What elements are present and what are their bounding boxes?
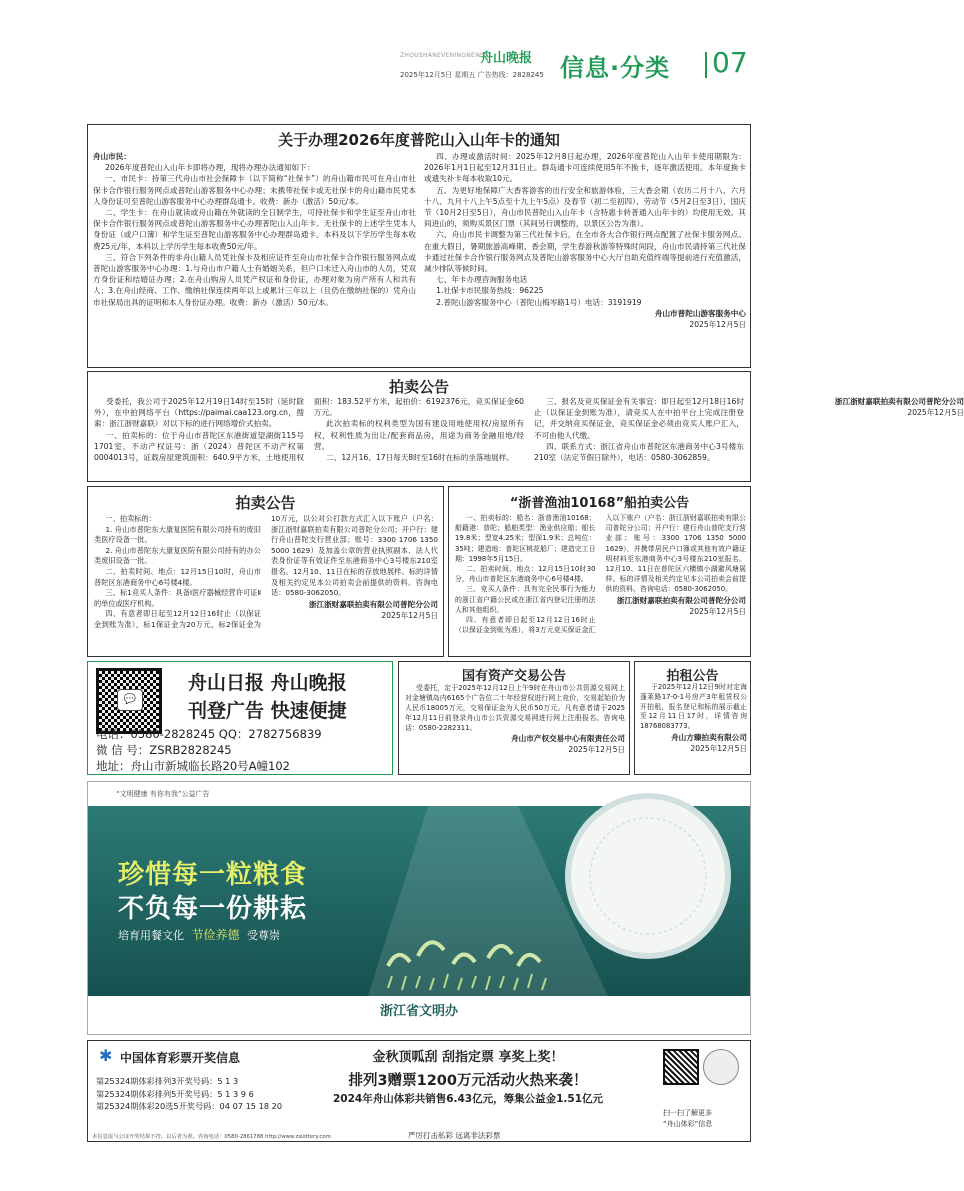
notice-contact-title: 七、年卡办理咨询服务电话 [436, 275, 528, 285]
lottery-scan-text2: “舟山体彩”信息 [663, 1120, 713, 1128]
notice-right-column [424, 151, 746, 330]
lottery-box [87, 1040, 751, 1142]
ship-sign-date: 2025年12月5日 [689, 606, 746, 616]
ad-line1: 舟山日报 舟山晚报 [188, 672, 347, 694]
ad-phone: 电话：0580-2828245 QQ：2782756839 [96, 727, 322, 741]
notice-signer: 舟山市普陀山游客服务中心 [654, 308, 746, 318]
psa-box [87, 781, 751, 1035]
asset-box [398, 661, 630, 775]
lottery-footer-center: 严厉打击私彩 远离非法彩票 [408, 1131, 501, 1140]
notice-paragraph: 四、办理或激活时间：2025年12月8日起办理，2026年度普陀山入山年卡使用期限为：2026年1月1日起至12月31日止。群岛通卡可连续使用5年不换卡，逐年激活使用。本年度换卡或遗失补卡每本收取10元。 [424, 152, 746, 184]
auction1-body [94, 396, 964, 474]
notice-paragraph: 五、为更好地保障广大香客游客的出行安全和旅游体验，三大香会期（农历二月十八、六月十八、九月十八上午5点至十九上午5点）及春节（初二至初四）、劳动节（5月2日至3日）、国庆节（10月2日至5日），舟山市民普陀山入山年卡（含特惠卡转普通入山年卡的）均使用无效。其间进山的，须购买景区门票（其间另行调整的，以景区公告为准）。 [424, 185, 746, 229]
rent-body [640, 683, 747, 754]
ship-auction-box [448, 486, 751, 657]
lottery-scan-text1: 扫一扫了解更多 [663, 1109, 712, 1117]
lottery-result: 第25324期体彩排列3开奖号码：5 1 3 [96, 1076, 239, 1086]
notice-contact: 2.普陀山游客服务中心（普陀山梅岑路1号）电话：3191919 [436, 297, 642, 307]
ship-paragraph: 三、竞买人条件：具有完全民事行为能力的浙江省户籍公民或在浙江省内登记注册的法人和其他组织。 [455, 585, 596, 614]
lottery-qr-icon [663, 1049, 699, 1085]
asset-sign-date: 2025年12月5日 [568, 745, 625, 754]
psa-slogan-c: 受尊崇 [247, 929, 281, 942]
lottery-slogan3: 2024年舟山体彩共销售6.43亿元，筹集公益金1.51亿元 [332, 1093, 604, 1105]
auction1-signer: 浙江浙财嘉联拍卖有限公司普陀分公司 [834, 397, 964, 406]
ad-hotline: 广告热线：2828245 [477, 71, 544, 79]
asset-signer: 舟山市产权交易中心有限责任公司 [511, 734, 625, 743]
psa-header: “文明健康 有你有我”公益广告 [116, 790, 210, 798]
asset-body [405, 683, 625, 755]
auction1-paragraph: 此次拍卖标的权利类型为国有建设用地使用权/房屋所有权，权利性质为出让/配套商品房，用途为商务金融用地/经营。 [314, 419, 524, 451]
newspaper-ad [87, 661, 393, 775]
auction1-paragraph: 二、12月16、17日每天8时至16时在标的坐落地展样。 [326, 453, 514, 463]
masthead [400, 46, 780, 86]
notice-sign-date: 2025年12月5日 [689, 319, 746, 329]
auction2-body [94, 514, 438, 654]
notice-paragraph: 三、符合下列条件的非舟山籍人员凭社保卡及相应证件至舟山市社保卡合作银行服务网点或普陀山游客服务中心办理：1.与舟山市户籍人士有婚姻关系，但户口未迁入舟山市的人员，凭双方身份证和结婚证办理；2.在舟山购房人员凭产权证和身份证，办理对象为房产所有人和共有人；3.在舟山经商、工作、缴纳社保连续两年以上或累计三年以上（且仍在缴纳社保的）凭舟山市社保局出具的证明和本人身份证办理。收费：新办（激活）50元/本。 [93, 252, 416, 307]
lottery-results [96, 1075, 282, 1113]
lottery-badge-icon [703, 1049, 739, 1085]
masthead-date [400, 70, 544, 80]
notice-paragraph: 六、舟山市民卡调整为第三代社保卡后，在全市各大合作银行网点配置了社保卡服务网点。在重大假日，暑期旅游高峰期、香会期，学生春游秋游等特殊时间段，舟山市民请持第三代社保卡通过社保卡合作银行服务网点及普陀山游客服务中心大厅自助充值终端等提前进行充值激活，减少排队等候时间。 [424, 230, 746, 274]
psa-line1: 珍惜每一粒粮食 [118, 860, 308, 890]
auction2-paragraph: 四、有意者即日起至12月12日16时止（以保证金到账为准），标1保证金为20万元，标2保证金为10万元，以公对公打款方式汇入以下账户（户名：浙江浙财嘉联拍卖有限公司普陀分公司；开户行：建行舟山普陀支行营业部；账号：3300 1706 1350 5000 1629）及加盖公章的营业执照副本、法人代表身份证等有效证件至东港商务中心3号楼东210室报名。12月10、11日在标的存放地展样。标的详情及相关约定见本公司拍卖会前提供的资料。咨询电话：0580-3062050。 [94, 514, 438, 629]
notice-paragraph: 二、学生卡：在舟山就读或舟山籍在外就读的全日制学生，可持社保卡和学生证至舟山市社保卡合作银行服务网点或普陀山游客服务中心办理普陀山入山年卡。无社保卡的上述学生凭本人身份证（或户口簿）和学生证至普陀山游客服务中心办理群岛通卡。本科及以下学历学生每本收费25元/年，本科以上学历学生每本收费50元/年。 [93, 208, 416, 251]
ship-paragraph: 四、有意者即日起至12月12日16时止（以保证金到账为准），将3万元竞买保证金汇入以下账户（户名：浙江浙财嘉联拍卖有限公司普陀分公司；开户行：建行舟山普陀支行营业部；账号：3300 1706 1350 5000 1629），并携带居民户口簿或其他有效户籍证明材料至东港商务中心3号楼东210室报名。12月10、11日在普陀区六横镇小湖避风塘展样。标的详情及相关约定见本公司拍卖会前提供的资料。咨询电话：0580-3062050。 [455, 514, 746, 635]
asset-title: 国有资产交易公告 [461, 669, 566, 684]
lottery-slogan1: 金秋顶呱刮 刮指定票 享奖上奖！ [372, 1050, 564, 1065]
masthead-site: ZHOUSHANEVENINGNEWS [400, 52, 486, 59]
rent-title: 拍租公告 [666, 669, 719, 684]
lottery-result: 第25324期体彩排列5开奖号码：5 1 3 9 6 [96, 1088, 254, 1099]
rent-paragraph: 于2025年12月12日9时对定海蓬莱路17-0-1号房产3年租赁权公开拍租，报名登记和标的展示截止至12月11日17时，详情咨询18768083773。 [640, 683, 747, 731]
psa-slogan [118, 926, 280, 943]
auction1-sign-date: 2025年12月5日 [907, 408, 964, 417]
lottery-slogan2: 排列3赠票1200万元活动火热来袭！ [348, 1073, 588, 1089]
auction2-paragraph: 1. 舟山市普陀东大康复医院有限公司持有的废旧类医疗设备一批。 [94, 524, 261, 545]
notice-title: 关于办理2026年度普陀山入山年卡的通知 [278, 131, 560, 149]
auction1-paragraph: 受委托，我公司于2025年12月19日14时至15时（延时除外），在中拍网络平台（https://paimai.caa123.org.cn，搜索：浙江浙财嘉联）对以下标的进行网络增价式拍卖。 [94, 397, 304, 429]
ad-line2: 刊登广告 快速便捷 [188, 700, 347, 722]
psa-slogan-a: 培育用餐文化 [118, 929, 184, 942]
auction2-paragraph: 一、拍卖标的： [105, 514, 156, 523]
auction1-paragraph: 一、拍卖标的：位于舟山市普陀区东港街道望湖街115号1701室，不动产权证号：浙（2024）普陀区不动产权第0004013号，证载房屋建筑面积：640.9平方米，土地使用权面积：183.52平方米，起拍价：6192376元，竞买保证金60万元。 [94, 397, 524, 463]
weekday: 星期五 [454, 71, 476, 79]
lottery-brand: 中国体育彩票开奖信息 [120, 1051, 241, 1065]
auction2-paragraph: 二、拍卖时间、地点：12月15日10时，舟山市普陀区东港商务中心6号楼4楼。 [94, 566, 261, 587]
psa-org: 浙江省文明办 [379, 1004, 458, 1019]
psa-slogan-b: 节俭养德 [191, 928, 240, 942]
auction1-paragraph: 四、联系方式：浙江省舟山市普陀区东港商务中心3号楼东210室（法定节假日除外），电话：0580-3062859。 [534, 441, 744, 463]
auction2-sign-date: 2025年12月5日 [381, 610, 438, 620]
wechat-icon: 💬 [117, 689, 143, 711]
ad-address: 地址：舟山市新城临长路20号A幢102 [96, 759, 290, 773]
notice-box [87, 124, 751, 368]
auction2-paragraph: 2. 舟山市普陀东大康复医院有限公司持有的办公类废旧设备一批。 [94, 545, 261, 566]
section-divider [705, 52, 707, 78]
notice-paragraph: 一、市民卡：持第三代舟山市社会保障卡（以下简称“社保卡”）的舟山籍市民可在舟山市社保卡合作银行服务网点或普陀山游客服务中心办理；未携带社保卡或无社保卡的舟山籍市民凭本人身份证可至普陀山游客服务中心办理群岛通卡。收费：新办（激活）50元/本。 [93, 174, 416, 206]
plate-icon [568, 796, 728, 956]
lottery-footer-left: 本信息报与公证开奖结果不符，以后者为准。咨询电话：0580-2861788 http://www.zslottery.com [92, 1134, 331, 1140]
lottery-logo-icon: ✱ [99, 1046, 113, 1065]
ship-paragraph: 一、拍卖标的：船名：浙普渔油10168；船籍港：普陀；船舶类型：渔业供应船；船长19.8米；型宽4.25米；型深1.9米；总吨位：35吨；建造地：普陀区桃花船厂；建造完工日期：1998年5月15日。 [455, 514, 596, 563]
ship-signer: 浙江浙财嘉联拍卖有限公司普陀分公司 [616, 595, 746, 605]
auction1-title: 拍卖公告 [388, 378, 449, 396]
auction2-title: 拍卖公告 [235, 494, 296, 512]
auction1-box [87, 371, 964, 482]
notice-contact: 1.社保卡市民服务热线：96225 [436, 286, 544, 296]
masthead-logo: 舟山晚报 [480, 51, 533, 66]
asset-paragraph: 受委托，定于2025年12月12日上午9时在舟山市公共资源交易网上对金塘镇岛内6165个广告位二十年经营权进行网上竞价，交易起始价为人民币18005万元，交易保证金为人民币50万元。凡有意者请于2025年12月11日前登录舟山市公共资源交易网进行网上注册报名。咨询电话：0580-2282311。 [405, 684, 625, 732]
auction2-paragraph: 三、标1竞买人条件：具备Ⅰ医疗器械经营许可证Ⅱ的单位或医疗机构。 [94, 588, 261, 608]
lottery-result: 第25324期体彩20选5开奖号码：04 07 15 18 20 [96, 1101, 283, 1111]
auction1-paragraph: 三、报名及竞买保证金有关事宜：即日起至12月18日16时止（以保证金到账为准），请竞买人在中拍平台上完成注册登记，并交纳竞买保证金，竞买保证金必须由竞买人账户汇入，不可由他人代缴。 [534, 397, 744, 440]
notice-left-column [93, 151, 416, 308]
rent-box [634, 661, 751, 775]
rent-sign-date: 2025年12月5日 [690, 743, 747, 753]
notice-paragraph: 2026年度普陀山入山年卡即将办理，现将办理办法通知如下： [105, 163, 315, 173]
notice-greeting: 舟山市民： [93, 152, 131, 161]
section-title: 信息·分类 [560, 54, 671, 82]
ship-auction-title: “浙普渔油10168”船拍卖公告 [509, 496, 690, 511]
psa-line2: 不负每一份耕耘 [118, 894, 308, 924]
auction2-signer: 浙江浙财嘉联拍卖有限公司普陀分公司 [308, 599, 438, 609]
ship-auction-body [455, 513, 746, 653]
ship-paragraph: 二、拍卖时间、地点：12月15日10时30分，舟山市普陀区东港商务中心6号楼4楼。 [455, 565, 596, 584]
date: 2025年12月5日 [400, 71, 453, 79]
page-number: 07 [712, 46, 748, 79]
auction2-box [87, 486, 444, 657]
rent-signer: 舟山方臻拍卖有限公司 [671, 732, 747, 742]
ad-wechat: 微 信 号：ZSRB2828245 [96, 743, 232, 757]
